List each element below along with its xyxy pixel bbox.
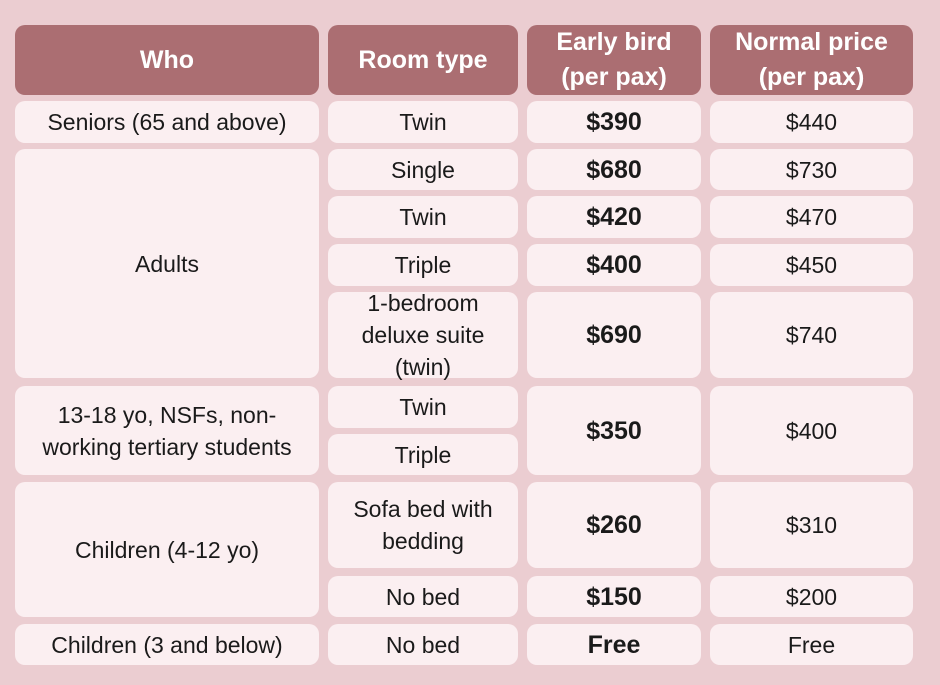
early-bird-price (527, 101, 701, 143)
early-bird-price (527, 482, 701, 568)
group-children-4-12 (15, 482, 319, 617)
normal-price-value: $200 (785, 583, 838, 610)
group-youth-label-line2: working tertiary students (42, 433, 292, 460)
room-cell (328, 292, 518, 378)
early-bird-value: $390 (586, 108, 642, 136)
header-normal-price-line1: Normal price (735, 28, 888, 56)
early-bird-value: $350 (586, 416, 642, 445)
group-adults (15, 149, 319, 378)
room-label: Twin (399, 109, 447, 135)
room-cell (328, 101, 518, 143)
normal-price-value: $450 (785, 252, 838, 278)
room-label: Twin (399, 394, 447, 420)
group-seniors-label: Seniors (65 and above) (47, 109, 287, 135)
early-bird-price (527, 386, 701, 475)
normal-price (710, 101, 913, 143)
room-label: No bed (385, 583, 461, 610)
normal-price (710, 576, 913, 617)
normal-price (710, 149, 913, 190)
room-label-line3: (twin) (394, 354, 452, 380)
room-cell (328, 576, 518, 617)
normal-price (710, 244, 913, 286)
group-youth-label-line1: 13-18 yo, NSFs, non- (57, 401, 277, 428)
early-bird-price (527, 149, 701, 190)
early-bird-value: $690 (586, 321, 642, 349)
header-who (15, 25, 319, 95)
room-label-line2: deluxe suite (361, 322, 485, 348)
normal-price-value: $470 (785, 204, 838, 230)
room-cell (328, 196, 518, 238)
header-normal-price (710, 25, 913, 95)
group-youth-students (15, 386, 319, 475)
room-label: Triple (394, 441, 452, 468)
normal-price-value: $440 (785, 109, 838, 135)
early-bird-value: $150 (586, 582, 642, 611)
room-cell (328, 434, 518, 475)
room-cell (328, 149, 518, 190)
group-children-4-12-label: Children (4-12 yo) (74, 536, 260, 563)
group-children-3-below (15, 624, 319, 665)
header-early-bird-line2: (per pax) (561, 63, 667, 91)
early-bird-price (527, 244, 701, 286)
room-label-line1: 1-bedroom (367, 290, 479, 316)
normal-price (710, 292, 913, 378)
normal-price (710, 386, 913, 475)
normal-price-value: $310 (785, 512, 838, 538)
header-early-bird (527, 25, 701, 95)
room-cell (328, 482, 518, 568)
header-normal-price-line2: (per pax) (758, 63, 865, 91)
group-adults-label: Adults (135, 250, 199, 277)
room-label-line2: bedding (382, 528, 464, 554)
normal-price (710, 196, 913, 238)
room-cell (328, 386, 518, 428)
early-bird-value: $680 (586, 155, 642, 184)
early-bird-price (527, 576, 701, 617)
normal-price-value: $740 (785, 322, 838, 348)
normal-price (710, 482, 913, 568)
room-label: No bed (385, 631, 461, 658)
group-seniors (15, 101, 319, 143)
early-bird-value: $420 (586, 203, 642, 231)
early-bird-value: $400 (586, 251, 642, 279)
header-early-bird-line1: Early bird (556, 28, 672, 56)
room-label-line1: Sofa bed with (353, 496, 493, 522)
room-label: Single (391, 156, 455, 183)
room-label: Twin (399, 204, 447, 230)
room-cell (328, 244, 518, 286)
early-bird-value: Free (587, 630, 641, 659)
early-bird-price (527, 196, 701, 238)
early-bird-price (527, 624, 701, 665)
early-bird-value: $260 (586, 511, 642, 539)
early-bird-price (527, 292, 701, 378)
room-cell (328, 624, 518, 665)
room-label: Triple (394, 252, 452, 278)
normal-price-value: $400 (785, 417, 838, 444)
normal-price-value: $730 (785, 156, 838, 183)
normal-price-value: Free (787, 631, 836, 658)
normal-price (710, 624, 913, 665)
header-who-label: Who (139, 45, 195, 74)
header-room-type (328, 25, 518, 95)
group-children-3-below-label: Children (3 and below) (51, 631, 283, 658)
header-room-type-label: Room type (358, 45, 488, 74)
